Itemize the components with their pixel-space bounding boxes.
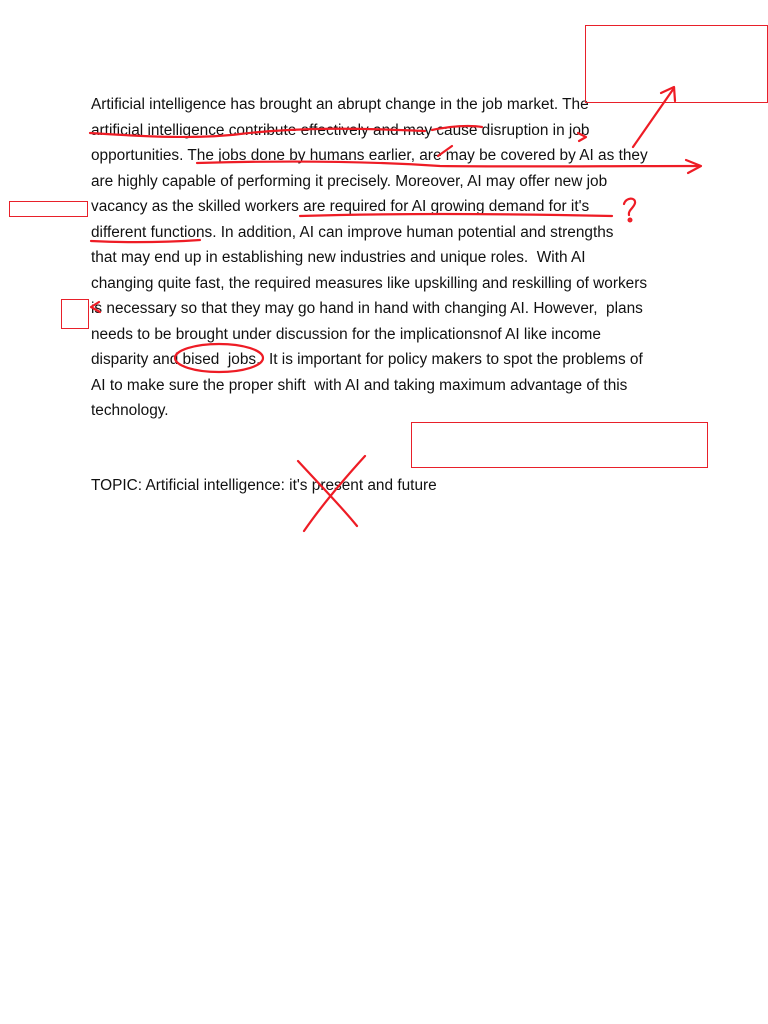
paragraph-line: that may end up in establishing new industries and unique roles. With AI (91, 249, 586, 266)
paragraph-line: opportunities. The jobs done by humans earlier, are may be covered by AI as they (91, 147, 648, 164)
comment-box-small-square[interactable] (61, 299, 89, 329)
paragraph-line: Artificial intelligence has brought an abrupt change in the job market. The (91, 96, 589, 113)
paragraph-line: is necessary so that they may go hand in hand with changing AI. However, plans (91, 300, 643, 317)
topic-line: TOPIC: Artificial intelligence: it's present and future (91, 477, 437, 494)
essay-paragraph (91, 92, 691, 424)
paragraph-line: technology. (91, 402, 169, 419)
paragraph-line: AI to make sure the proper shift with AI and taking maximum advantage of this (91, 376, 628, 394)
paragraph-line: needs to be brought under discussion for the implicationsnof AI like income (91, 325, 601, 343)
paragraph-line: vacancy as the skilled workers are required for AI growing demand for it's (91, 198, 590, 215)
paragraph-line: artificial intelligence contribute effectively and may cause disruption in job (91, 121, 590, 139)
paragraph-line: disparity and bised jobs. It is important for policy makers to spot the problems of (91, 351, 643, 368)
paragraph-line: are highly capable of performing it precisely. Moreover, AI may offer new job (91, 172, 608, 190)
comment-box-left-margin[interactable] (9, 201, 88, 217)
paragraph-line: different functions. In addition, AI can improve human potential and strengths (91, 223, 614, 241)
comment-box-lower-right[interactable] (411, 422, 708, 468)
paragraph-line: changing quite fast, the required measures like upskilling and reskilling of workers (91, 274, 648, 292)
comment-box-top-right[interactable] (585, 25, 768, 103)
